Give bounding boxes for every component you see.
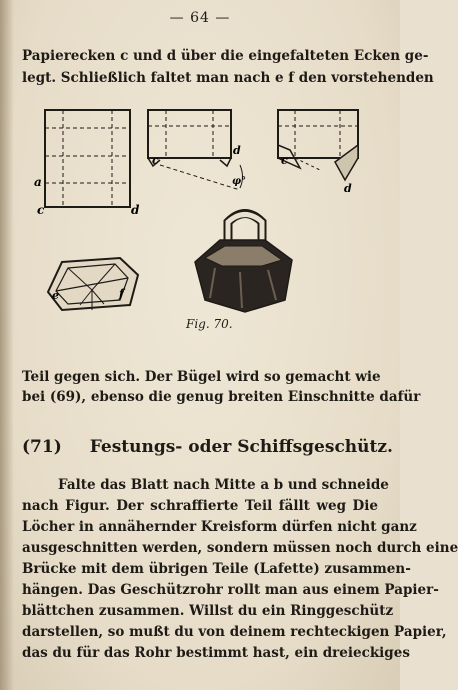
- figure-basket: [195, 214, 292, 313]
- text-line: nach Figur. Der schraffierte Teil fällt weg Die: [22, 498, 378, 514]
- text-line: blättchen zusammen. Willst du ein Ringgeschütz: [22, 603, 394, 619]
- folding-figure-70: [0, 0, 434, 340]
- label-d: d: [233, 144, 241, 157]
- text-line: ausgeschnitten werden, sondern müssen noch durch eine: [22, 540, 458, 556]
- text-line: Löcher in annähernder Kreisform dürfen nicht ganz: [22, 519, 417, 535]
- label-a: a: [34, 175, 42, 189]
- figure-sheet-unfolded: [45, 110, 130, 207]
- label-d: d: [344, 182, 352, 195]
- figure-corners-folded: [278, 110, 358, 180]
- label-c: c: [281, 154, 288, 167]
- text-line: Teil gegen sich. Der Bügel wird so gemacht wie: [22, 369, 381, 385]
- label-f: f: [119, 287, 124, 300]
- text-line: darstellen, so mußt du von deinem rechteckigen Papier,: [22, 624, 447, 640]
- figure-sheet-folded: [148, 110, 243, 190]
- text-line: Papierecken c und d über die eingefalteten Ecken ge-: [22, 48, 429, 64]
- text-line: Brücke mit dem übrigen Teile (Lafette) zusammen-: [22, 561, 411, 577]
- label-d: d: [131, 203, 140, 217]
- text-line: Falte das Blatt nach Mitte a b und schneide: [58, 477, 389, 493]
- section-title: Festungs- oder Schiffsgeschütz.: [89, 437, 393, 457]
- text-line: bei (69), ebenso die genug breiten Einschnitte dafür: [22, 389, 421, 405]
- text-line: legt. Schließlich faltet man nach e f den vorstehenden: [22, 70, 434, 86]
- figure-box-top: [48, 258, 138, 310]
- label-e: e: [52, 289, 59, 302]
- page-number: — 64 —: [169, 10, 231, 26]
- label-c: c: [37, 203, 45, 217]
- text-line: das du für das Rohr bestimmt hast, ein dreieckiges: [22, 645, 410, 661]
- section-number: (71): [22, 437, 62, 457]
- label-angle: φ°: [232, 176, 247, 187]
- figure-caption: Fig. 70.: [186, 317, 233, 331]
- label-c: c: [152, 154, 159, 167]
- section-heading: [22, 437, 393, 457]
- text-line: hängen. Das Geschützrohr rollt man aus einem Papier-: [22, 582, 439, 598]
